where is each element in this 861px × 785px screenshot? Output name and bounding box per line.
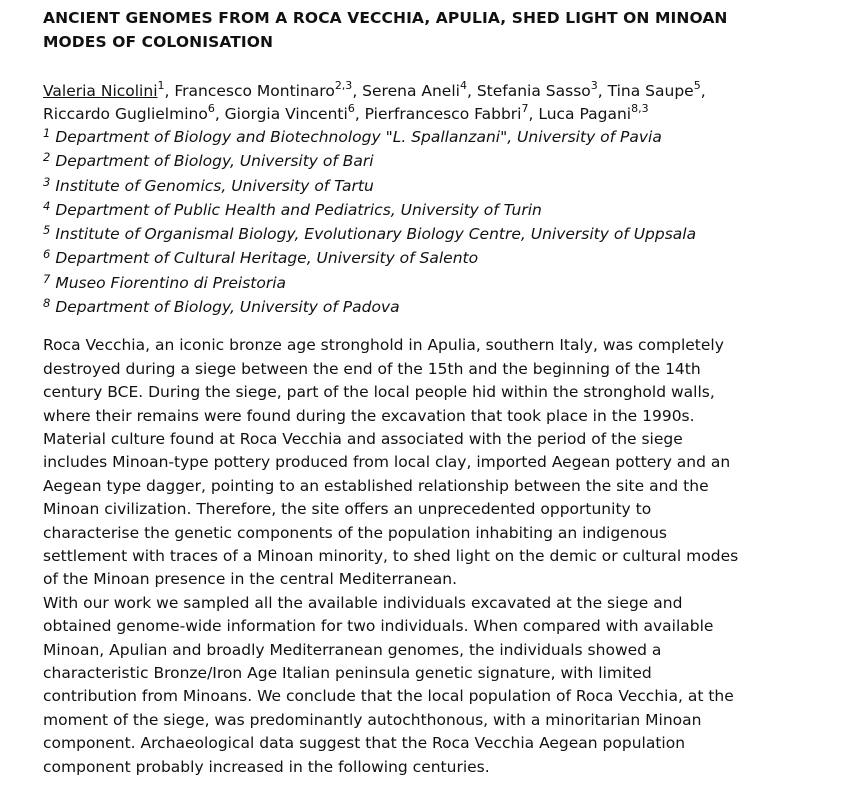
abstract-line: moment of the siege, was predominantly autochthonous, with a minoritarian Minoan [43,710,702,729]
affiliation [43,296,843,320]
author-name: Tina Saupe [607,82,694,100]
abstract-line: destroyed during a siege between the end of the 15th and the beginning of the 14th [43,359,701,378]
author-line: Valeria Nicolini$^1$, Francesco Montinaro$^{2,3}$, Serena Aneli$^4$, Stefania Sasso$^3$, Tina Saupe$^5$, [43,78,706,100]
abstract-line: contribution from Minoans. We conclude that the local population of Roca Vecchia, at the [43,687,734,706]
title-line: MODES OF COLONISATION [43,33,274,51]
abstract-line: characteristic Bronze/Iron Age Italian peninsula genetic signature, with limited [43,664,652,683]
author-name: Riccardo Guglielmino [43,105,208,123]
abstract-line: century BCE. During the siege, part of the local people hid within the stronghold walls, [43,383,715,402]
author-affiliation-mark: 4 [459,78,467,92]
abstract-line: Minoan civilization. Therefore, the site offers an unprecedented opportunity to [43,500,652,519]
affiliation-text: Department of Biology and Biotechnology "L. Spallanzani", University of Pavia [55,128,662,146]
abstract-line: component. Archaeological data suggest that the Roca Vecchia Aegean population [43,734,686,753]
author-affiliation-mark: 8,3 [631,101,649,115]
author-name: Luca Pagani [538,105,632,123]
affiliation [43,199,843,223]
author-name: Valeria Nicolini [43,82,158,100]
title-line: ANCIENT GENOMES FROM A ROCA VECCHIA, APULIA, SHED LIGHT ON MINOAN [43,9,728,27]
affiliation-number: 6 [43,247,51,262]
author-name: Serena Aneli [362,82,460,100]
abstract-line: obtained genome-wide information for two individuals. When compared with available [43,617,714,636]
affiliation-number: 5 [43,223,51,238]
abstract-line: of the Minoan presence in the central Mediterranean. [43,570,458,589]
affiliation [43,150,843,174]
affiliation-text: Department of Public Health and Pediatrics, University of Turin [55,200,542,219]
abstract-page [43,6,843,779]
affiliation-text: Department of Biology, University of Bari [55,152,374,171]
abstract-line: With our work we sampled all the available individuals excavated at the siege and [43,593,683,612]
affiliation-text: Institute of Organismal Biology, Evolutionary Biology Centre, University of Uppsala [55,225,697,244]
abstract-line: includes Minoan-type pottery produced from local clay, imported Aegean pottery and an [43,453,731,472]
author-affiliation-mark: 6 [347,101,355,115]
abstract-line: component probably increased in the following centuries. [43,757,490,776]
affiliation-number: 3 [43,174,51,189]
affiliation-number: 2 [43,150,51,165]
abstract-line: settlement with traces of a Minoan minority, to shed light on the demic or cultural modes [43,547,739,566]
affiliation-list [43,126,843,320]
abstract-body [43,334,843,779]
paper-title [43,6,843,54]
author-line: Riccardo Guglielmino$^6$, Giorgia Vincenti$^6$, Pierfrancesco Fabbri$^7$, Luca Pagani$^{8,3}$ [43,101,649,123]
abstract-line: Minoan, Apulian and broadly Mediterranean genomes, the individuals showed a [43,640,662,659]
abstract-line: characterise the genetic components of the population inhabiting an indigenous [43,523,668,542]
affiliation-number: 8 [43,296,51,311]
affiliation-text: Museo Fiorentino di Preistoria [55,273,287,292]
author-affiliation-mark: 7 [521,101,529,115]
affiliation [43,223,843,247]
affiliation-text: Institute of Genomics, University of Tartu [55,176,374,195]
affiliation-number: 4 [43,198,51,213]
author-affiliation-mark: 1 [157,78,165,92]
author-name: Stefania Sasso [476,82,591,100]
affiliation-number: 1 [43,126,51,140]
affiliation [43,272,843,296]
affiliation [43,175,843,199]
author-affiliation-mark: 3 [590,78,598,92]
affiliation-number: 7 [43,271,51,286]
affiliation-text: Department of Cultural Heritage, University of Salento [55,249,479,268]
author-affiliation-mark: 5 [693,78,701,92]
author-name: Giorgia Vincenti [224,105,348,123]
affiliation [43,126,843,150]
abstract-line: Roca Vecchia, an iconic bronze age stronghold in Apulia, southern Italy, was completely [43,336,724,355]
author-affiliation-mark: 6 [207,101,215,115]
author-name: Francesco Montinaro [174,82,335,100]
affiliation-text: Department of Biology, University of Padova [55,298,400,317]
author-affiliation-mark: 2,3 [334,78,353,92]
abstract-line: Aegean type dagger, pointing to an established relationship between the site and the [43,476,709,495]
author-name: Pierfrancesco Fabbri [364,105,522,123]
author-list [43,80,843,126]
abstract-line: where their remains were found during the excavation that took place in the 1990s. [43,406,695,425]
affiliation [43,247,843,271]
abstract-line: Material culture found at Roca Vecchia and associated with the period of the siege [43,430,683,448]
